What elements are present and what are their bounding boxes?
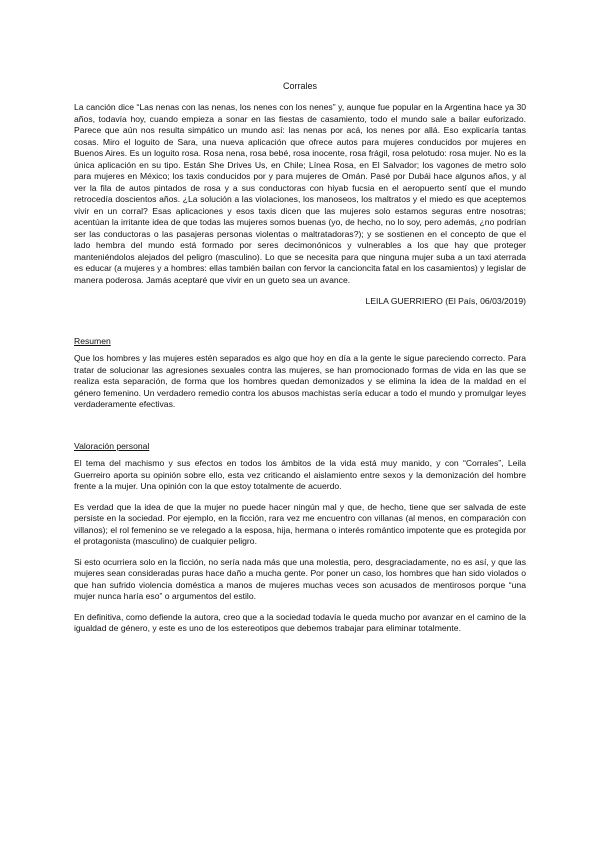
- summary-section: [74, 336, 526, 411]
- assessment-heading: Valoración personal: [74, 440, 150, 451]
- document-page: [74, 80, 526, 644]
- article-paragraph: La canción dice “Las nenas con las nenas, los nenes con los nenes” y, aunque fue popular en la Argentina hace ya 30 años, todavía hoy, cuando empieza a sonar en las fiestas de casamiento, todo el mundo sale a bailar euforizado. Parece que aún nos resulta simpático un mundo así: las nenas por acá, los nenes por allá. Eso explicaría tantas cosas. Miro el loguito de Sara, una nueva aplicación que ofrece autos para mujeres conducidos por mujeres en Buenos Aires. Es un loguito rosa. Rosa nena, rosa bebé, rosa inocente, rosa frágil, rosa pelotudo: rosa mujer. No es la única aplicación en su tipo. Están She Drives Us, en Chile; Línea Rosa, en El Salvador; los vagones de metro solo para mujeres en México; los taxis conducidos por y para mujeres de Omán. Pasé por Dubái hace algunos años, y al ver la fila de autos pintados de rosa y a sus conductoras con hiyab fucsia en el aeropuerto sentí que el mundo retrocedía doscientos años. ¿La solución a las violaciones, los manoseos, los maltratos y el miedo es que aceptemos vivir en un corral? Esas aplicaciones y esos taxis dicen que las mujeres solo estamos seguras entre nosotras; acentúan la irritante idea de que todas las mujeres somos buenas (yo, de hecho, no lo soy, pero además, ¿no podrían ser las conductoras o las pasajeras personas violentas o maltratadoras?); y se sostienen en el concepto de que el lado hembra del mundo está formado por seres decimonónicos y vulnerables a los que hay que proteger manteniéndolos alejados del peligro (masculino). Lo que se necesita para que ninguna mujer suba a un taxi aterrada es educar (a mujeres y a hombres: ellas también bailan con fervor la cancioncita fatal en los casamientos) y legislar de manera poderosa. Jamás aceptaré que vivir en un gueto sea un avance.: [74, 102, 526, 285]
- assessment-paragraph-1: El tema del machismo y sus efectos en todos los ámbitos de la vida está muy manido, y con “Corrales”, Leila Guerreiro aporta su opinión sobre ello, esta vez criticando el aislamiento entre sexos y la demonización del hombre frente a la mujer. Una opinión con la que estoy totalmente de acuerdo.: [74, 458, 526, 491]
- assessment-section: [74, 441, 526, 635]
- document-title: Corrales: [282, 81, 317, 91]
- article-signature: LEILA GUERRIERO (El País, 06/03/2019): [365, 296, 526, 306]
- summary-paragraph: Que los hombres y las mujeres estén separados es algo que hoy en día a la gente le sigue pareciendo correcto. Para tratar de solucionar las agresiones sexuales contra las mujeres, se han promocionado formas de vida en las que se realiza esta separación, de forma que los hombres quedan demonizados y se elimina la idea de la maldad en el género femenino. Un verdadero remedio contra los abusos machistas sería educar a todo el mundo y promulgar leyes verdaderamente efectivas.: [74, 353, 526, 409]
- assessment-paragraph-4: En definitiva, como defiende la autora, creo que a la sociedad todavía le queda mucho por avanzar en el camino de la igualdad de género, y este es uno de los estereotipos que debemos trabajar para eliminar totalmente.: [74, 611, 526, 633]
- assessment-paragraph-3: Si esto ocurriera solo en la ficción, no sería nada más que una molestia, pero, desgraciadamente, no es así, y que las mujeres sean consideradas puras hace daño a mucha gente. Por poner un caso, los hombres que han sido violados o que han sufrido violencia doméstica a manos de mujeres muchas veces son acusados de mentirosos porque “una mujer nunca haría eso” o argumentos del estilo.: [74, 556, 526, 601]
- article-section: [74, 102, 526, 308]
- summary-heading: Resumen: [74, 335, 111, 346]
- assessment-paragraph-2: Es verdad que la idea de que la mujer no puede hacer ningún mal y que, de hecho, tiene que ser salvada de este persiste en la sociedad. Por ejemplo, en la ficción, rara vez me encuentro con villanas (al menos, en comparación con villanos); el rol femenino se ve relegado a la esposa, hija, hermana o interés romántico impotente que es protegida por el protagonista (masculino) de cualquier peligro.: [74, 501, 526, 546]
